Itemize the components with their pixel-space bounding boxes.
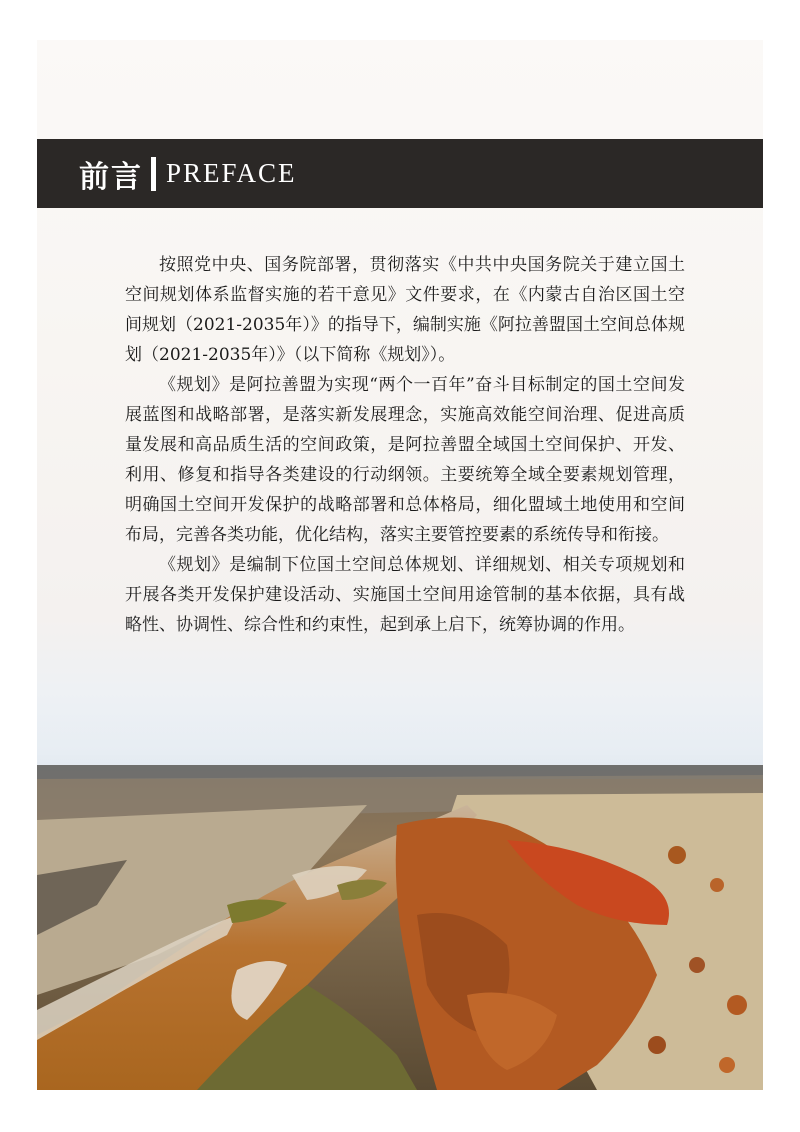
header-divider	[151, 157, 156, 191]
preface-body	[125, 250, 685, 640]
header-band	[37, 139, 763, 208]
paragraph-1: 按照党中央、国务院部署，贯彻落实《中共中央国务院关于建立国土空间规划体系监督实施的若干意见》文件要求，在《内蒙古自治区国土空间规划（2021-2035年）》的指导下，编制实施《阿拉善盟国土空间总体规划（2021-2035年）》（以下简称《规划》）。	[125, 255, 685, 365]
header-title-en: PREFACE	[166, 158, 297, 188]
landscape-photo	[37, 765, 763, 1090]
paragraph-2: 《规划》是阿拉善盟为实现“两个一百年”奋斗目标制定的国土空间发展蓝图和战略部署，是落实新发展理念，实施高效能空间治理、促进高质量发展和高品质生活的空间政策，是阿拉善盟全域国土空间保护、开发、利用、修复和指导各类建设的行动纲领。主要统筹全域全要素规划管理，明确国土空间开发保护的战略部署和总体格局，细化盟域土地使用和空间布局，完善各类功能，优化结构，落实主要管控要素的系统传导和衔接。	[125, 375, 685, 545]
header-title-cn: 前言	[79, 159, 143, 195]
paragraph-3: 《规划》是编制下位国土空间总体规划、详细规划、相关专项规划和开展各类开发保护建设活动、实施国土空间用途管制的基本依据，具有战略性、协调性、综合性和约束性，起到承上启下，统筹协调的作用。	[125, 555, 685, 635]
page-sheet	[37, 40, 763, 1090]
